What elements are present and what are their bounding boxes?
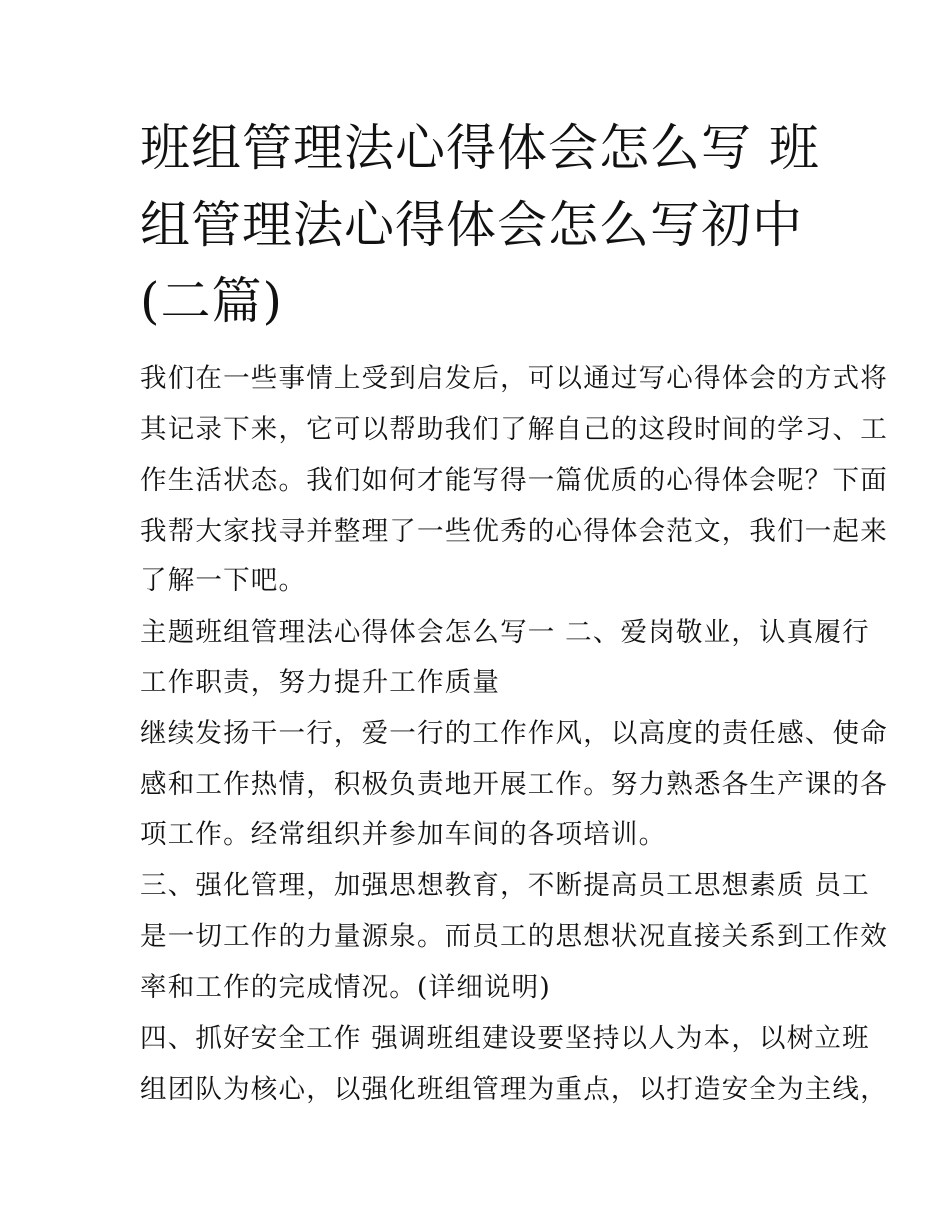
body-line: 是一切工作的力量源泉。而员工的思想状况直接关系到工作效 [140,921,888,952]
body-line: 其记录下来，它可以帮助我们了解自己的这段时间的学习、工 [140,414,888,445]
title-line: (二篇) [140,272,284,330]
body-line: 三、强化管理，加强思想教育，不断提高员工思想素质 员工 [140,870,870,901]
body-line: 四、抓好安全工作 强调班组建设要坚持以人为本，以树立班 [140,1023,870,1054]
body-line: 主题班组管理法心得体会怎么写一 二、爱岗敬业，认真履行 [140,617,870,648]
body-line: 我帮大家找寻并整理了一些优秀的心得体会范文，我们一起来 [140,516,888,547]
body-line: 继续发扬干一行，爱一行的工作作风，以高度的责任感、使命 [140,718,888,749]
body-line: 作生活状态。我们如何才能写得一篇优质的心得体会呢？下面 [140,465,888,496]
body-line: 组团队为核心，以强化班组管理为重点，以打造安全为主线， [140,1074,888,1105]
body-line: 工作职责，努力提升工作质量 [140,667,501,698]
body-line: 我们在一些事情上受到启发后，可以通过写心得体会的方式将 [140,363,888,394]
body-line: 率和工作的完成情况。(详细说明) [140,972,551,1003]
title-line: 组管理法心得体会怎么写初中 [140,196,803,254]
body-line: 项工作。经常组织并参加车间的各项培训。 [140,819,667,850]
body-line: 了解一下吧。 [140,565,307,596]
title-line: 班组管理法心得体会怎么写 班 [140,119,820,177]
body-line: 感和工作热情，积极负责地开展工作。努力熟悉各生产课的各 [140,769,888,800]
